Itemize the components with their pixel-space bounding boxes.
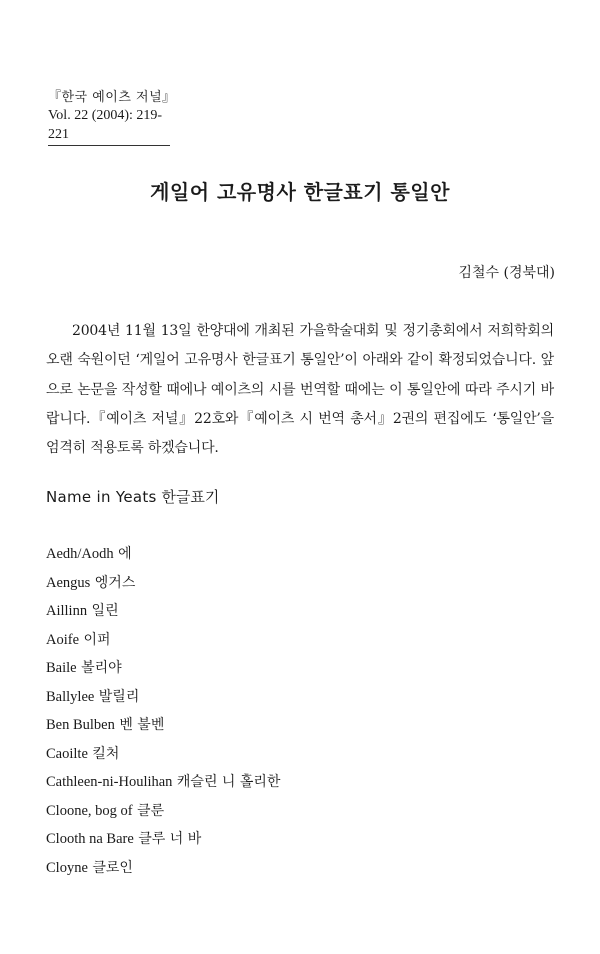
english-name: Ben Bulben [46, 717, 115, 733]
korean-name: 엥거스 [94, 574, 136, 591]
journal-name: 『한국 예이츠 저널』 [48, 90, 176, 105]
article-title: 게일어 고유명사 한글표기 통일안 [150, 180, 450, 204]
english-name: Aedh/Aodh [46, 546, 114, 562]
korean-name: 클로인 [92, 859, 133, 876]
list-item [46, 711, 280, 740]
korean-column-label: 한글표기 [161, 488, 220, 506]
journal-header [48, 88, 176, 146]
list-item [46, 854, 280, 883]
korean-name: 킬처 [92, 745, 120, 762]
korean-name: 일린 [91, 603, 119, 619]
list-item [46, 569, 280, 598]
korean-name: 캐슬린 니 홀리한 [176, 774, 281, 790]
list-item [46, 597, 280, 626]
name-table-header [46, 486, 219, 507]
english-name: Clooth na Bare [46, 831, 134, 847]
english-name: Aoife [46, 631, 80, 648]
list-item [46, 654, 280, 683]
english-name: Baile [46, 660, 77, 676]
english-name: Cathleen-ni-Houlihan [46, 774, 173, 790]
korean-name: 발릴리 [98, 688, 140, 705]
korean-name: 볼리야 [81, 660, 122, 676]
korean-name: 클룬 [137, 802, 165, 819]
korean-name: 에 [118, 546, 132, 562]
name-column-label: Name in Yeats [46, 488, 157, 506]
list-item [46, 626, 280, 655]
english-name: Cloone, bog of [46, 802, 133, 819]
korean-name: 이퍼 [83, 631, 111, 648]
list-item [46, 825, 280, 854]
name-list [46, 540, 280, 882]
english-name: Ballylee [46, 688, 95, 705]
english-name: Cloyne [46, 859, 88, 876]
korean-name: 클루 너 바 [138, 831, 202, 847]
list-item [46, 683, 280, 712]
body-paragraph: 2004년 11월 13일 한양대에 개최된 가을학술대회 및 정기총회에서 저희학회의 오랜 숙원이던 ‘게일어 고유명사 한글표기 통일안’이 아래와 같이 확정되었습니다. 앞으로 논문을 작성할 때에나 예이츠의 시를 번역할 때에는 이 통일안에 따라 주시기 바랍니다.『예이츠 저널』22호와『예이츠 시 번역 총서』2권의 편집에도 ‘통일안’을 엄격히 적용토록 하겠습니다. [46, 323, 554, 457]
list-item [46, 740, 280, 769]
list-item [46, 768, 280, 797]
volume-info: Vol. 22 (2004): 219-221 [48, 108, 163, 142]
english-name: Aillinn [46, 603, 88, 619]
english-name: Caoilte [46, 745, 88, 762]
korean-name: 벤 불벤 [119, 717, 165, 733]
english-name: Aengus [46, 574, 91, 591]
list-item [46, 797, 280, 826]
author-line: 김철수 (경북대) [458, 265, 555, 281]
list-item [46, 540, 280, 569]
